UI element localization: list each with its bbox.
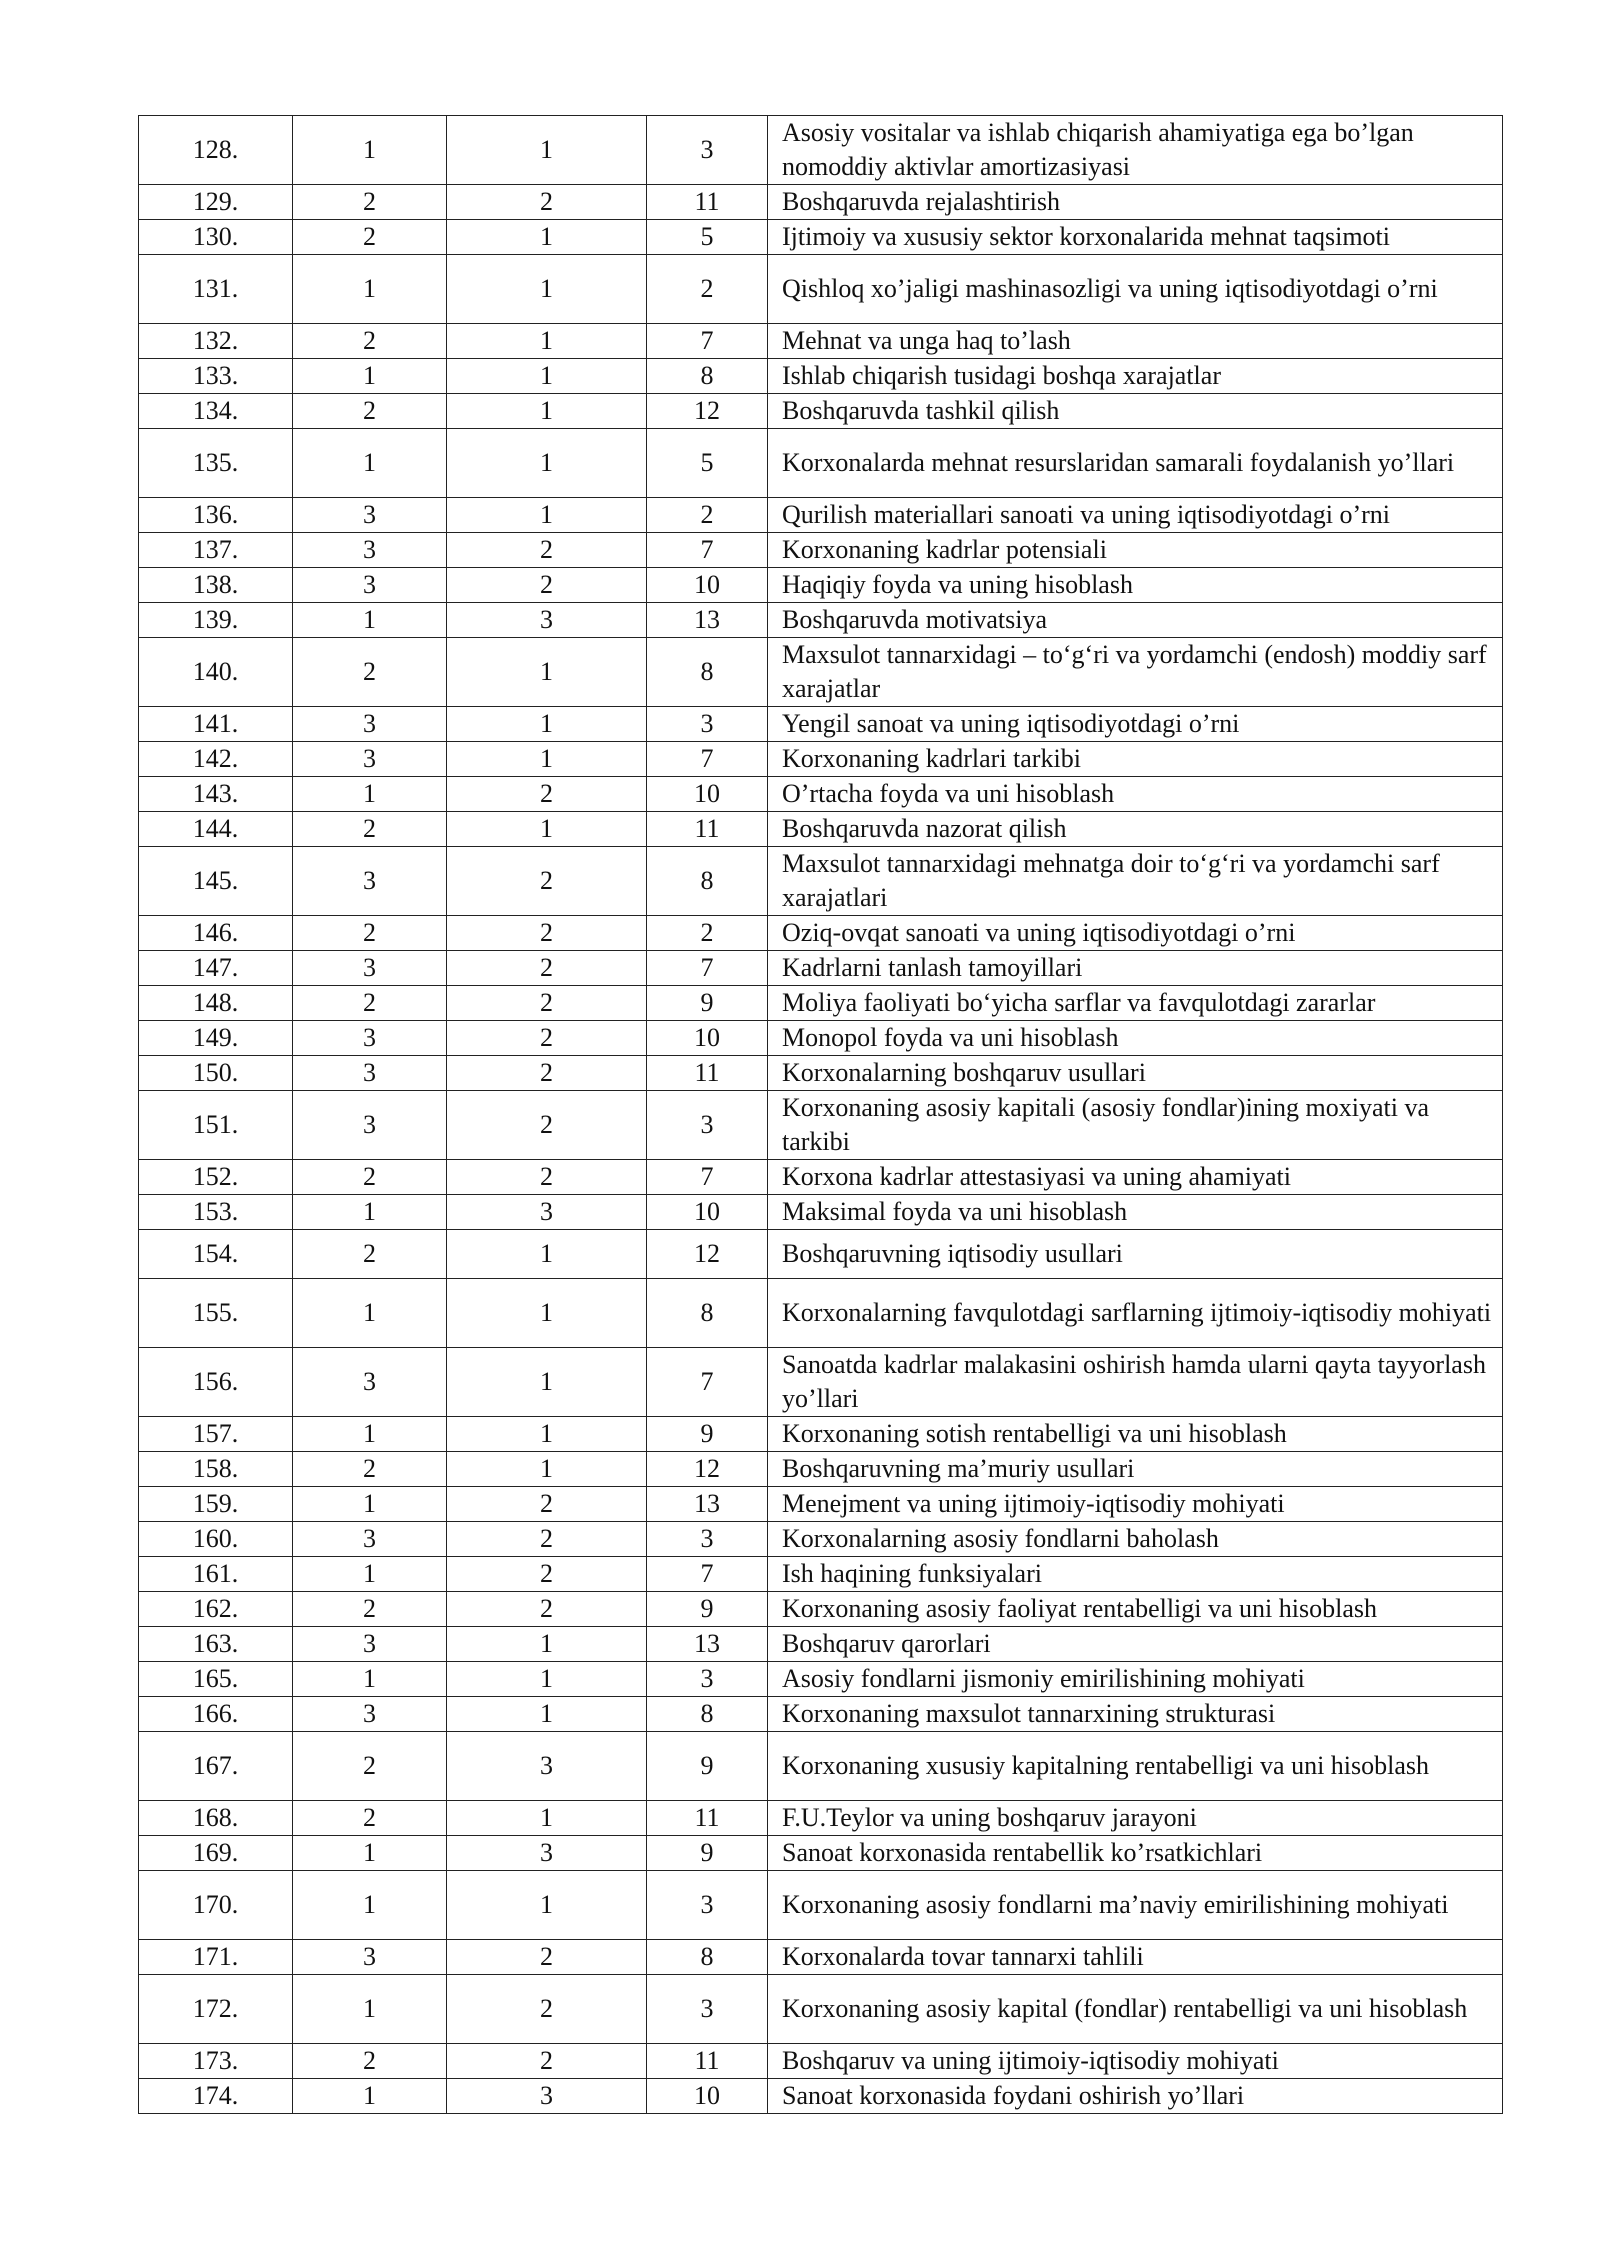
row-number: 141. [139,707,293,742]
topic-title: Sanoat korxonasida foydani oshirish yo’llari [768,2079,1503,2114]
col-c-value: 3 [647,116,768,185]
col-c-value: 7 [647,1557,768,1592]
col-b-value: 1 [447,1348,647,1417]
col-a-value: 2 [293,1452,447,1487]
table-row [139,1348,1503,1417]
col-c-value: 11 [647,185,768,220]
col-b-value: 2 [447,916,647,951]
col-c-value: 12 [647,1230,768,1279]
col-a-value: 1 [293,1195,447,1230]
row-number: 137. [139,533,293,568]
topic-title: Maksimal foyda va uni hisoblash [768,1195,1503,1230]
topic-title: Sanoatda kadrlar malakasini oshirish hamda ularni qayta tayyorlash yo’llari [768,1348,1503,1417]
col-c-value: 7 [647,951,768,986]
col-a-value: 1 [293,1417,447,1452]
col-a-value: 2 [293,1732,447,1801]
row-number: 140. [139,638,293,707]
col-b-value: 3 [447,1836,647,1871]
row-number: 148. [139,986,293,1021]
col-b-value: 3 [447,1195,647,1230]
table-row [139,638,1503,707]
col-c-value: 10 [647,777,768,812]
table-row [139,533,1503,568]
col-b-value: 1 [447,1230,647,1279]
col-b-value: 2 [447,1522,647,1557]
col-b-value: 1 [447,812,647,847]
col-a-value: 1 [293,1279,447,1348]
table-row [139,185,1503,220]
col-c-value: 7 [647,1160,768,1195]
topic-title: Korxonalarning favqulotdagi sarflarning ijtimoiy-iqtisodiy mohiyati [768,1279,1503,1348]
col-a-value: 3 [293,568,447,603]
col-a-value: 3 [293,707,447,742]
topic-title: Boshqaruvning iqtisodiy usullari [768,1230,1503,1279]
col-a-value: 2 [293,185,447,220]
row-number: 155. [139,1279,293,1348]
col-a-value: 2 [293,986,447,1021]
col-b-value: 1 [447,1452,647,1487]
row-number: 135. [139,429,293,498]
table-row [139,394,1503,429]
topic-title: Qurilish materiallari sanoati va uning iqtisodiyotdagi o’rni [768,498,1503,533]
topic-title: Ijtimoiy va xususiy sektor korxonalarida mehnat taqsimoti [768,220,1503,255]
col-c-value: 8 [647,1279,768,1348]
col-a-value: 1 [293,777,447,812]
table-row [139,1452,1503,1487]
table-row [139,359,1503,394]
col-c-value: 10 [647,2079,768,2114]
col-b-value: 2 [447,951,647,986]
col-c-value: 5 [647,220,768,255]
col-a-value: 3 [293,1021,447,1056]
table-row [139,2079,1503,2114]
table-row [139,916,1503,951]
col-b-value: 2 [447,533,647,568]
col-c-value: 7 [647,533,768,568]
col-a-value: 1 [293,1871,447,1940]
col-a-value: 1 [293,255,447,324]
row-number: 156. [139,1348,293,1417]
topic-title: Korxonalarning boshqaruv usullari [768,1056,1503,1091]
table-row [139,812,1503,847]
col-b-value: 2 [447,1592,647,1627]
col-c-value: 11 [647,1801,768,1836]
row-number: 169. [139,1836,293,1871]
col-c-value: 10 [647,1021,768,1056]
col-b-value: 2 [447,2044,647,2079]
col-b-value: 2 [447,568,647,603]
topic-title: F.U.Teylor va uning boshqaruv jarayoni [768,1801,1503,1836]
row-number: 163. [139,1627,293,1662]
topic-title: Boshqaruv qarorlari [768,1627,1503,1662]
topic-title: Haqiqiy foyda va uning hisoblash [768,568,1503,603]
table-row [139,498,1503,533]
table-row [139,1871,1503,1940]
row-number: 147. [139,951,293,986]
col-b-value: 1 [447,429,647,498]
row-number: 128. [139,116,293,185]
table-row [139,2044,1503,2079]
col-b-value: 1 [447,394,647,429]
col-b-value: 1 [447,638,647,707]
col-a-value: 1 [293,116,447,185]
topic-title: Korxonaning asosiy fondlarni ma’naviy emirilishining mohiyati [768,1871,1503,1940]
col-b-value: 3 [447,1732,647,1801]
col-a-value: 3 [293,533,447,568]
table-row [139,986,1503,1021]
table-row [139,603,1503,638]
col-c-value: 13 [647,1627,768,1662]
table-row [139,742,1503,777]
row-number: 139. [139,603,293,638]
topic-title: Korxonaning asosiy faoliyat rentabelligi va uni hisoblash [768,1592,1503,1627]
col-b-value: 2 [447,1557,647,1592]
col-a-value: 3 [293,847,447,916]
table-row [139,1021,1503,1056]
topic-title: Asosiy fondlarni jismoniy emirilishining mohiyati [768,1662,1503,1697]
document-page [138,115,1502,2114]
col-c-value: 11 [647,812,768,847]
col-b-value: 1 [447,220,647,255]
col-c-value: 10 [647,1195,768,1230]
table-row [139,1056,1503,1091]
col-b-value: 2 [447,1975,647,2044]
col-a-value: 2 [293,1592,447,1627]
topic-title: Korxonaning xususiy kapitalning rentabelligi va uni hisoblash [768,1732,1503,1801]
row-number: 162. [139,1592,293,1627]
col-c-value: 7 [647,1348,768,1417]
row-number: 157. [139,1417,293,1452]
col-b-value: 2 [447,847,647,916]
col-a-value: 3 [293,1697,447,1732]
table-row [139,1160,1503,1195]
col-b-value: 1 [447,324,647,359]
topic-title: Ishlab chiqarish tusidagi boshqa xarajatlar [768,359,1503,394]
row-number: 160. [139,1522,293,1557]
col-a-value: 2 [293,812,447,847]
col-b-value: 2 [447,1940,647,1975]
table-row [139,1627,1503,1662]
col-a-value: 2 [293,1160,447,1195]
col-c-value: 13 [647,1487,768,1522]
topic-title: Kadrlarni tanlash tamoyillari [768,951,1503,986]
col-b-value: 2 [447,1056,647,1091]
col-b-value: 1 [447,116,647,185]
row-number: 154. [139,1230,293,1279]
col-a-value: 2 [293,220,447,255]
row-number: 133. [139,359,293,394]
row-number: 171. [139,1940,293,1975]
row-number: 168. [139,1801,293,1836]
table-row [139,1557,1503,1592]
topic-title: Qishloq xo’jaligi mashinasozligi va uning iqtisodiyotdagi o’rni [768,255,1503,324]
col-a-value: 1 [293,1487,447,1522]
col-b-value: 1 [447,1801,647,1836]
row-number: 167. [139,1732,293,1801]
table-row [139,1417,1503,1452]
col-b-value: 1 [447,1871,647,1940]
row-number: 158. [139,1452,293,1487]
col-c-value: 8 [647,1697,768,1732]
topic-title: Boshqaruvda rejalashtirish [768,185,1503,220]
topic-title: Mehnat va unga haq to’lash [768,324,1503,359]
col-b-value: 3 [447,603,647,638]
row-number: 144. [139,812,293,847]
table-row [139,429,1503,498]
col-a-value: 3 [293,1627,447,1662]
table-row [139,707,1503,742]
col-a-value: 3 [293,1348,447,1417]
col-b-value: 2 [447,185,647,220]
table-row [139,847,1503,916]
col-a-value: 1 [293,1557,447,1592]
topic-title: Korxonalarning asosiy fondlarni baholash [768,1522,1503,1557]
col-a-value: 2 [293,394,447,429]
col-c-value: 12 [647,394,768,429]
row-number: 159. [139,1487,293,1522]
topic-title: Boshqaruvning ma’muriy usullari [768,1452,1503,1487]
col-c-value: 9 [647,986,768,1021]
col-c-value: 9 [647,1592,768,1627]
topic-title: Korxonaning maxsulot tannarxining strukturasi [768,1697,1503,1732]
col-b-value: 2 [447,1091,647,1160]
col-b-value: 1 [447,1279,647,1348]
col-b-value: 1 [447,1627,647,1662]
col-c-value: 8 [647,1940,768,1975]
table-row [139,1940,1503,1975]
row-number: 138. [139,568,293,603]
col-a-value: 3 [293,1940,447,1975]
row-number: 173. [139,2044,293,2079]
col-c-value: 9 [647,1836,768,1871]
table-row [139,777,1503,812]
col-a-value: 2 [293,1230,447,1279]
col-c-value: 10 [647,568,768,603]
row-number: 150. [139,1056,293,1091]
col-b-value: 1 [447,1417,647,1452]
table-row [139,1836,1503,1871]
col-c-value: 8 [647,847,768,916]
col-c-value: 11 [647,1056,768,1091]
topic-title: Asosiy vositalar va ishlab chiqarish ahamiyatiga ega bo’lgan nomoddiy aktivlar amortizasiyasi [768,116,1503,185]
table-row [139,255,1503,324]
col-c-value: 8 [647,359,768,394]
row-number: 151. [139,1091,293,1160]
topic-title: Sanoat korxonasida rentabellik ko’rsatkichlari [768,1836,1503,1871]
row-number: 165. [139,1662,293,1697]
row-number: 172. [139,1975,293,2044]
row-number: 149. [139,1021,293,1056]
topic-title: Ish haqining funksiyalari [768,1557,1503,1592]
col-a-value: 3 [293,742,447,777]
col-b-value: 2 [447,1021,647,1056]
topic-title: Boshqaruvda motivatsiya [768,603,1503,638]
table-row [139,1662,1503,1697]
col-a-value: 1 [293,429,447,498]
col-a-value: 1 [293,2079,447,2114]
table-row [139,1592,1503,1627]
row-number: 143. [139,777,293,812]
topic-title: Monopol foyda va uni hisoblash [768,1021,1503,1056]
row-number: 152. [139,1160,293,1195]
col-a-value: 3 [293,951,447,986]
col-b-value: 1 [447,742,647,777]
col-a-value: 3 [293,1056,447,1091]
col-b-value: 2 [447,986,647,1021]
topic-title: Korxonaning sotish rentabelligi va uni hisoblash [768,1417,1503,1452]
col-c-value: 9 [647,1417,768,1452]
topics-table [138,115,1503,2114]
table-row [139,951,1503,986]
col-a-value: 1 [293,1975,447,2044]
topic-title: Menejment va uning ijtimoiy-iqtisodiy mohiyati [768,1487,1503,1522]
topic-title: Yengil sanoat va uning iqtisodiyotdagi o’rni [768,707,1503,742]
table-row [139,1975,1503,2044]
table-row [139,1801,1503,1836]
topic-title: Korxonaning kadrlari tarkibi [768,742,1503,777]
row-number: 132. [139,324,293,359]
row-number: 146. [139,916,293,951]
row-number: 142. [139,742,293,777]
row-number: 131. [139,255,293,324]
col-c-value: 12 [647,1452,768,1487]
col-c-value: 3 [647,1871,768,1940]
col-a-value: 1 [293,1662,447,1697]
row-number: 130. [139,220,293,255]
topic-title: Moliya faoliyati bo‘yicha sarflar va favqulotdagi zararlar [768,986,1503,1021]
col-b-value: 1 [447,1697,647,1732]
col-c-value: 2 [647,916,768,951]
col-c-value: 7 [647,324,768,359]
col-c-value: 13 [647,603,768,638]
col-a-value: 1 [293,359,447,394]
table-row [139,568,1503,603]
topic-title: O’rtacha foyda va uni hisoblash [768,777,1503,812]
topic-title: Maxsulot tannarxidagi mehnatga doir to‘g‘ri va yordamchi sarf xarajatlari [768,847,1503,916]
col-a-value: 1 [293,603,447,638]
topic-title: Oziq-ovqat sanoati va uning iqtisodiyotdagi o’rni [768,916,1503,951]
table-row [139,1732,1503,1801]
col-c-value: 8 [647,638,768,707]
table-row [139,220,1503,255]
col-c-value: 3 [647,1662,768,1697]
row-number: 145. [139,847,293,916]
col-a-value: 3 [293,498,447,533]
col-b-value: 1 [447,359,647,394]
topic-title: Korxonalarda tovar tannarxi tahlili [768,1940,1503,1975]
col-c-value: 7 [647,742,768,777]
col-a-value: 2 [293,324,447,359]
table-row [139,1195,1503,1230]
topics-table-body [139,116,1503,2114]
col-c-value: 3 [647,1975,768,2044]
col-b-value: 3 [447,2079,647,2114]
topic-title: Korxonaning asosiy kapitali (asosiy fondlar)ining moxiyati va tarkibi [768,1091,1503,1160]
col-c-value: 3 [647,1091,768,1160]
table-row [139,1279,1503,1348]
col-c-value: 3 [647,1522,768,1557]
table-row [139,1522,1503,1557]
table-row [139,1697,1503,1732]
topic-title: Korxonaning asosiy kapital (fondlar) rentabelligi va uni hisoblash [768,1975,1503,2044]
table-row [139,1487,1503,1522]
row-number: 136. [139,498,293,533]
row-number: 170. [139,1871,293,1940]
topic-title: Boshqaruvda tashkil qilish [768,394,1503,429]
col-a-value: 2 [293,2044,447,2079]
topic-title: Korxonalarda mehnat resurslaridan samarali foydalanish yo’llari [768,429,1503,498]
col-c-value: 2 [647,255,768,324]
col-b-value: 2 [447,1487,647,1522]
topic-title: Boshqaruvda nazorat qilish [768,812,1503,847]
col-a-value: 2 [293,638,447,707]
row-number: 161. [139,1557,293,1592]
row-number: 166. [139,1697,293,1732]
col-c-value: 5 [647,429,768,498]
row-number: 153. [139,1195,293,1230]
col-a-value: 2 [293,916,447,951]
col-a-value: 3 [293,1522,447,1557]
col-c-value: 2 [647,498,768,533]
table-row [139,1091,1503,1160]
topic-title: Boshqaruv va uning ijtimoiy-iqtisodiy mohiyati [768,2044,1503,2079]
table-row [139,324,1503,359]
col-a-value: 3 [293,1091,447,1160]
col-a-value: 2 [293,1801,447,1836]
topic-title: Korxona kadrlar attestasiyasi va uning ahamiyati [768,1160,1503,1195]
topic-title: Maxsulot tannarxidagi – to‘g‘ri va yordamchi (endosh) moddiy sarf xarajatlar [768,638,1503,707]
col-b-value: 1 [447,255,647,324]
col-c-value: 3 [647,707,768,742]
col-b-value: 1 [447,1662,647,1697]
topic-title: Korxonaning kadrlar potensiali [768,533,1503,568]
row-number: 174. [139,2079,293,2114]
col-b-value: 1 [447,707,647,742]
row-number: 134. [139,394,293,429]
table-row [139,116,1503,185]
table-row [139,1230,1503,1279]
col-a-value: 1 [293,1836,447,1871]
col-c-value: 9 [647,1732,768,1801]
col-c-value: 11 [647,2044,768,2079]
col-b-value: 2 [447,777,647,812]
row-number: 129. [139,185,293,220]
col-b-value: 1 [447,498,647,533]
col-b-value: 2 [447,1160,647,1195]
